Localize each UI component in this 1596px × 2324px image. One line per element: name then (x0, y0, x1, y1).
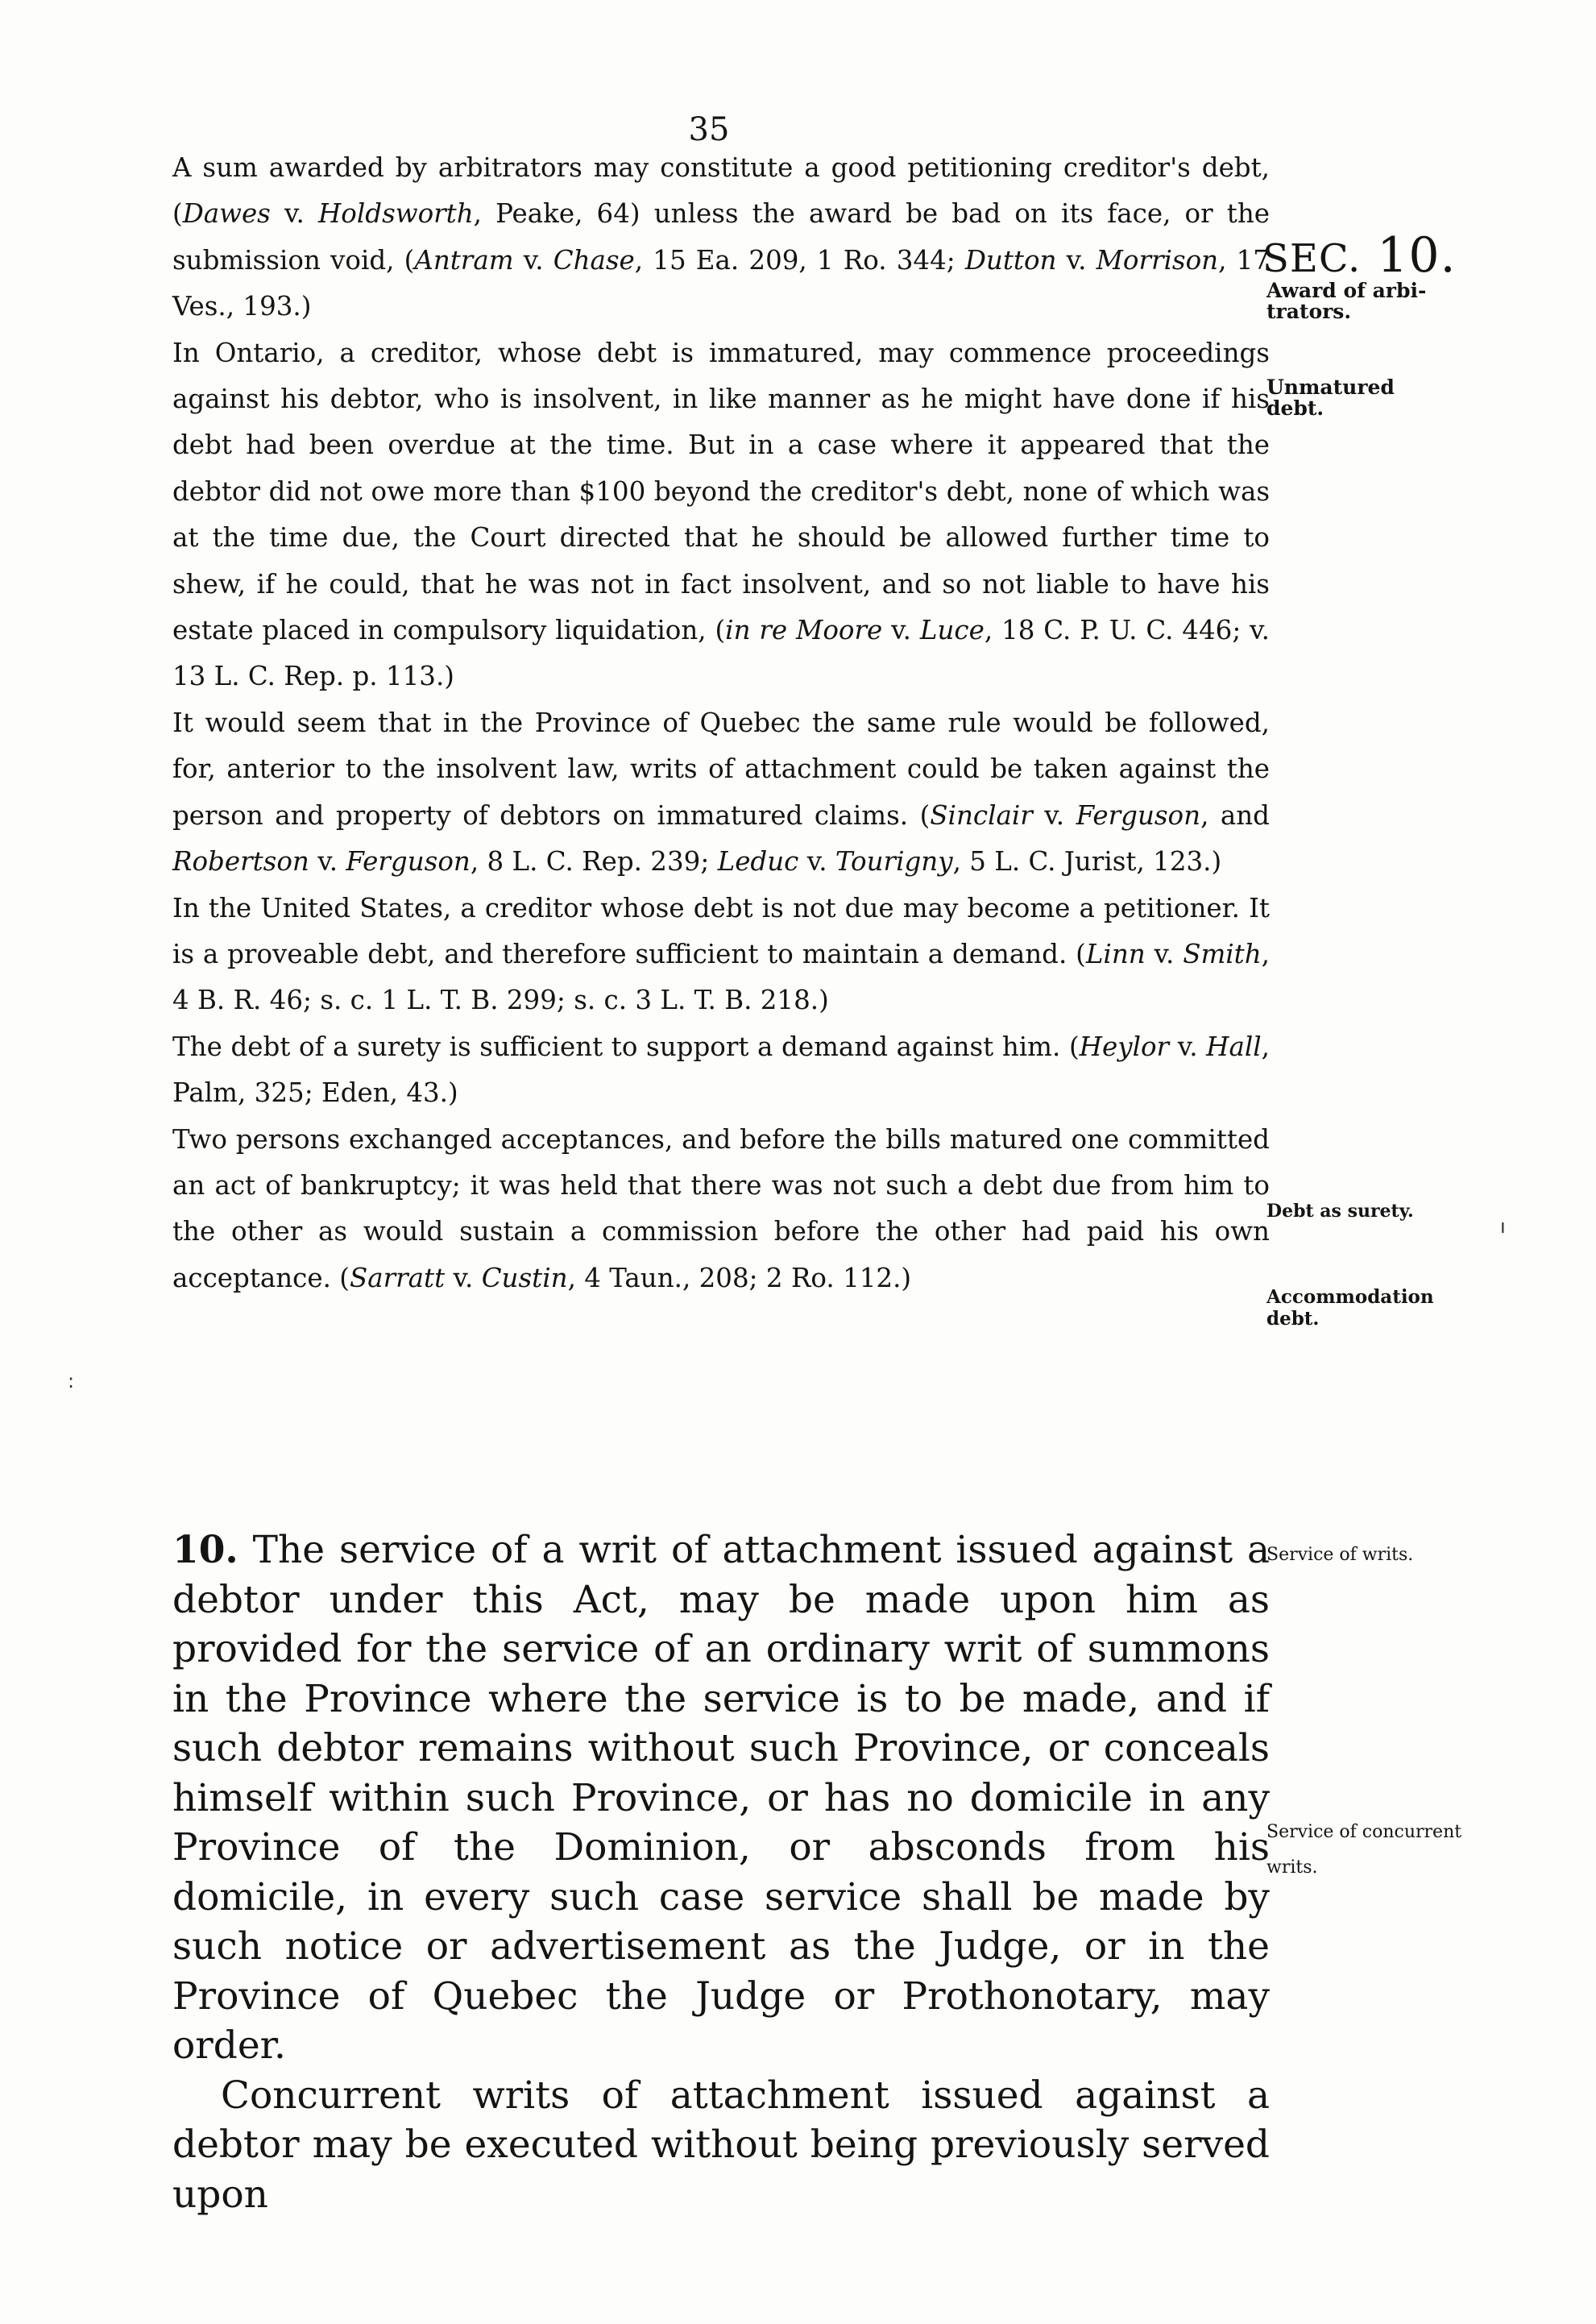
margin-note-concurrent: Service of concurrent writs. (1266, 1822, 1462, 1878)
paragraph-award: A sum awarded by arbitrators may constitute a good petitioning creditor's debt, (Dawes v. Holdsworth, Peake, 64) unless the award be bad on its face, or the submission void, (Antram v. Chase, 15 Ea. 209, 1 Ro. 344; Dutton v. Morrison, 17 Ves., 193.) (172, 152, 1271, 322)
margin-note-award: Award of arbi- trators. (1266, 279, 1427, 323)
scan-mark: ı (1500, 1215, 1506, 1238)
margin-note-service-writs: Service of writs. (1266, 1545, 1414, 1565)
concurrent-writs-paragraph: Concurrent writs of attachment issued against a debtor may be executed without being previously served upon (172, 2073, 1270, 2217)
section-heading (1262, 182, 1457, 284)
section-label: SEC. (1262, 236, 1362, 281)
commentary-text (172, 145, 1270, 1301)
margin-note-surety: Debt as surety. (1266, 1201, 1414, 1222)
paragraph-quebec: It would seem that in the Province of Quebec the same rule would be followed, for, anterior to the insolvent law, writs of attachment could be taken against the person and property of debtors on immatured claims. (Sinclair v. Ferguson, and Robertson v. Ferguson, 8 L. C. Rep. 239; Leduc v. Tourigny, 5 L. C. Jurist, 123.) (172, 707, 1270, 878)
paragraph-united-states: In the United States, a creditor whose debt is not due may become a petitioner. It is a proveable debt, and therefore sufficient to maintain a demand. (Linn v. Smith, 4 B. R. 46; s. c. 1 L. T. B. 299; s. c. 3 L. T. B. 218.) (172, 892, 1271, 1016)
page-number: 35 (688, 111, 730, 148)
paragraph-surety: The debt of a surety is sufficient to support a demand against him. (Heylor v. Hall, Palm, 325; Eden, 43.) (172, 1031, 1271, 1109)
section-number: 10. (1377, 227, 1457, 284)
margin-note-unmatured: Unmatured debt. (1266, 376, 1395, 420)
scan-mark: : (68, 1370, 75, 1392)
statute-text (172, 1525, 1270, 2219)
paragraph-ontario: In Ontario, a creditor, whose debt is immatured, may commence proceedings against his debtor, who is insolvent, in like manner as he might have done if his debt had been overdue at the time. But in a case where it appeared that the debtor did not owe more than $100 beyond the creditor's debt, none of which was at the time due, the Court directed that he should be allowed further time to shew, if he could, that he was not in fact insolvent, and so not liable to have his estate placed in compulsory liquidation, (in re Moore v. Luce, 18 C. P. U. C. 446; v. 13 L. C. Rep. p. 113.) (172, 337, 1270, 692)
section-10-paragraph: 10. The service of a writ of attachment issued against a debtor under this Act, may be made upon him as provided for the service of an ordinary writ of summons in the Province where the service is to be made, and if such debtor remains without such Province, or conceals himself within such Province, or has no domicile in any Province of the Dominion, or absconds from his domicile, in every such case service shall be made by such notice or advertisement as the Judge, or in the Province of Quebec the Judge or Prothonotary, may order. (172, 1528, 1270, 2068)
paragraph-acceptances: Two persons exchanged acceptances, and before the bills matured one committed an act of bankruptcy; it was held that there was not such a debt due from him to the other as would sustain a commission before the other had paid his own acceptance. (Sarratt v. Custin, 4 Taun., 208; 2 Ro. 112.) (172, 1123, 1270, 1293)
margin-note-accommodation: Accommodation debt. (1266, 1286, 1434, 1330)
section-10-number: 10. (172, 1528, 238, 1572)
